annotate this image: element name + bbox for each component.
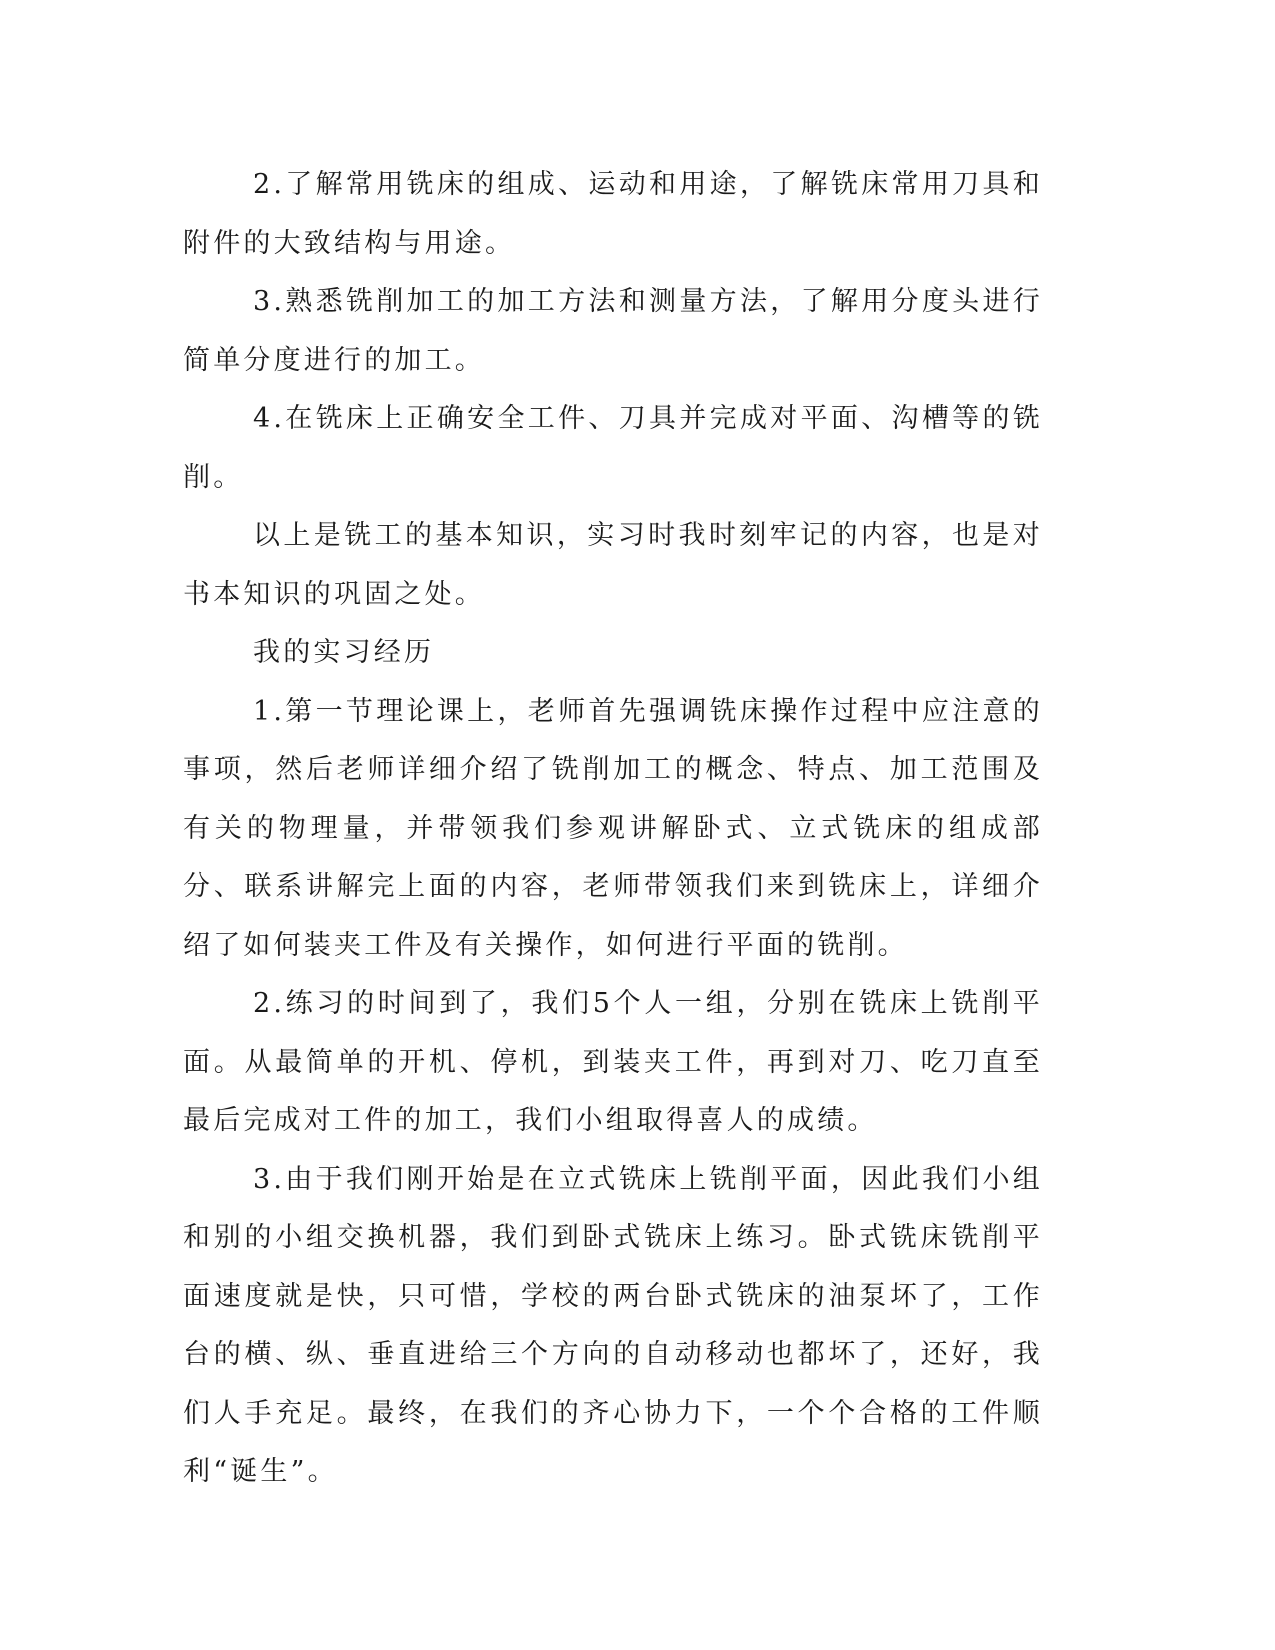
document-body <box>183 156 1043 1502</box>
paragraph-experience-1: 1.第一节理论课上，老师首先强调铣床操作过程中应注意的事项，然后老师详细介绍了铣削加工的概念、特点、加工范围及有关的物理量，并带领我们参观讲解卧式、立式铣床的组成部分、联系讲解完上面的内容，老师带领我们来到铣床上，详细介绍了如何装夹工件及有关操作，如何进行平面的铣削。 <box>183 695 1043 961</box>
paragraph-objective-4: 4.在铣床上正确安全工件、刀具并完成对平面、沟槽等的铣削。 <box>183 403 1043 493</box>
paragraph-objective-3: 3.熟悉铣削加工的加工方法和测量方法，了解用分度头进行简单分度进行的加工。 <box>183 286 1043 376</box>
paragraph-experience-2: 2.练习的时间到了，我们5个人一组，分别在铣床上铣削平面。从最简单的开机、停机，到装夹工件，再到对刀、吃刀直至最后完成对工件的加工，我们小组取得喜人的成绩。 <box>183 988 1043 1136</box>
paragraph-objective-2: 2.了解常用铣床的组成、运动和用途，了解铣床常用刀具和附件的大致结构与用途。 <box>183 169 1043 259</box>
paragraph-experience-3: 3.由于我们刚开始是在立式铣床上铣削平面，因此我们小组和别的小组交换机器，我们到卧式铣床上练习。卧式铣床铣削平面速度就是快，只可惜，学校的两台卧式铣床的油泵坏了，工作台的横、纵、垂直进给三个方向的自动移动也都坏了，还好，我们人手充足。最终，在我们的齐心协力下，一个个合格的工件顺利“诞生”。 <box>183 1163 1043 1487</box>
section-heading: 我的实习经历 <box>253 637 435 668</box>
paragraph-summary: 以上是铣工的基本知识，实习时我时刻牢记的内容，也是对书本知识的巩固之处。 <box>183 520 1043 610</box>
